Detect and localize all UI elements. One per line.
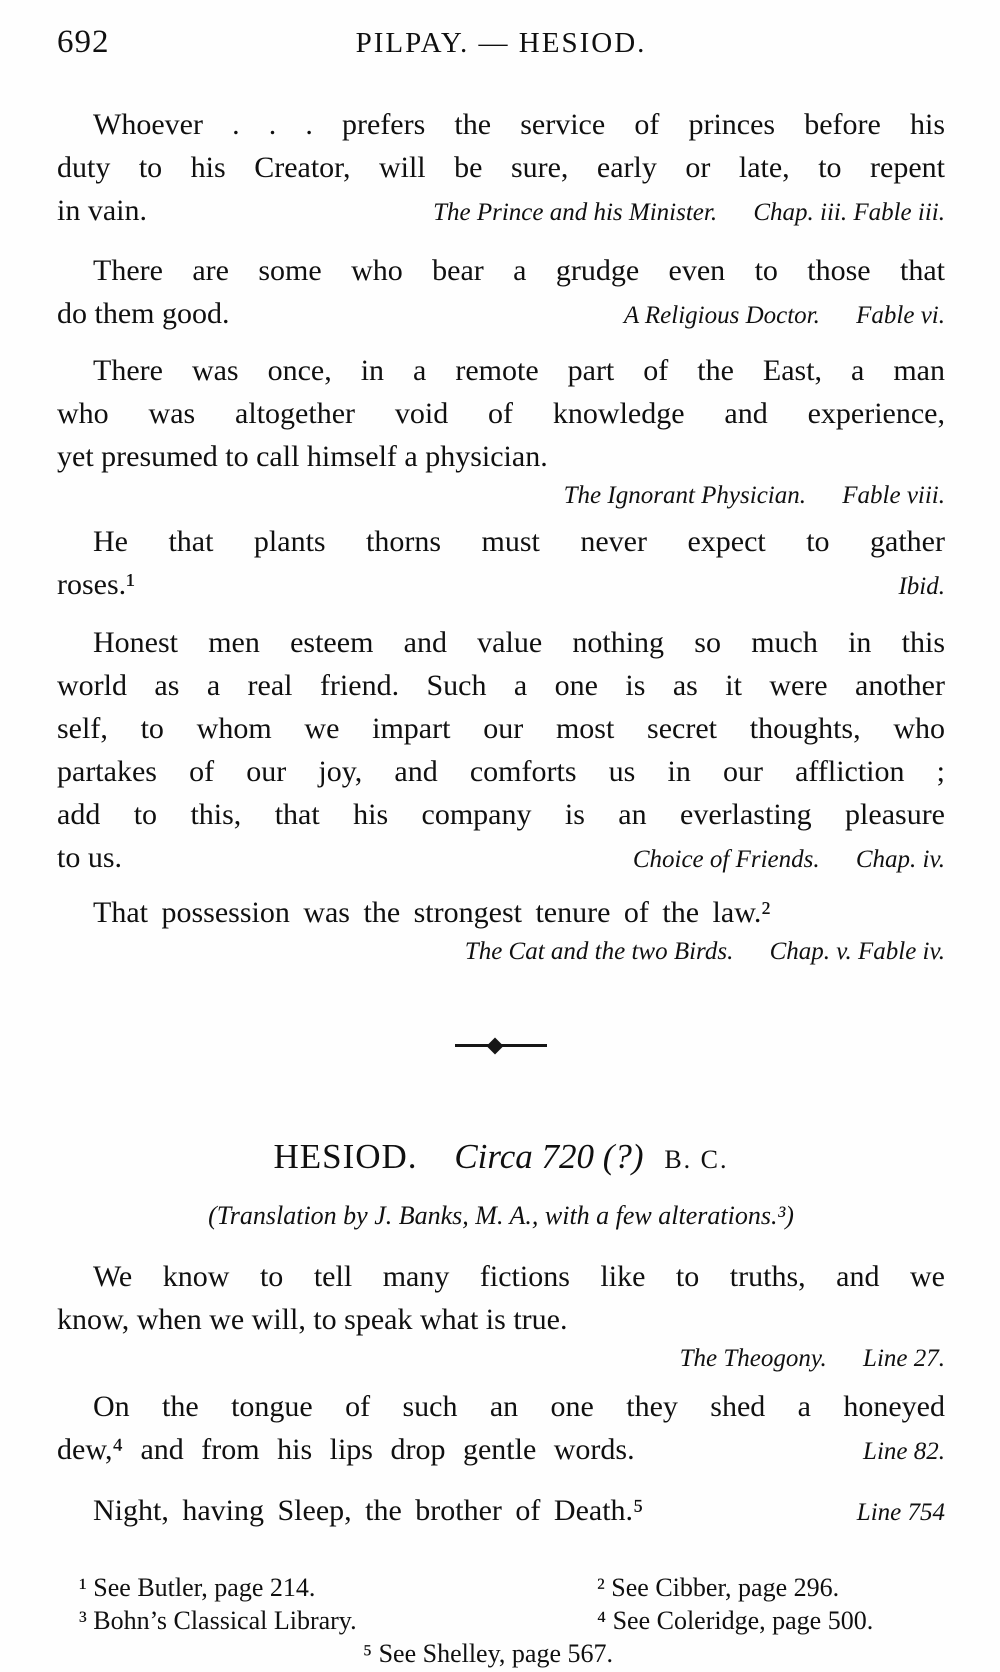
quote-attribution	[57, 478, 945, 514]
quote-line: There are some who bear a grudge even to those that	[93, 254, 945, 287]
page-number: 692	[57, 24, 110, 60]
footnote: ⁵ See Shelley, page 567.	[363, 1639, 613, 1668]
quote-block	[57, 621, 945, 881]
quote-attribution	[857, 1491, 945, 1534]
quote-last-line	[57, 292, 945, 337]
quote-attribution	[633, 838, 945, 881]
attribution-locator: Line 82.	[863, 1438, 945, 1465]
quote-line: partakes of our joy, and comforts us in our affliction ;	[57, 755, 945, 788]
quote-block	[57, 891, 945, 970]
quote-line: He that plants thorns must never expect to gather	[93, 525, 945, 558]
quote-line: There was once, in a remote part of the East, a man	[93, 354, 945, 387]
quote-block	[57, 249, 945, 337]
quote-block	[57, 1255, 945, 1377]
quote-last-line	[57, 435, 945, 478]
footnote-row	[57, 1571, 945, 1604]
quote-block	[57, 103, 945, 234]
section-heading	[57, 1135, 945, 1182]
quote-line: Whoever . . . prefers the service of princes before his	[93, 108, 945, 141]
quote-last-line	[57, 1489, 945, 1534]
quote-tail: in vain.	[57, 194, 147, 227]
quote-attribution	[57, 934, 945, 970]
attribution-locator: Ibid.	[898, 573, 945, 600]
attribution-source: The Cat and the two Birds.	[464, 938, 734, 965]
footnote: ¹ See Butler, page 214.	[79, 1573, 316, 1602]
quote-tail: That possession was the strongest tenure of the law.²	[93, 896, 771, 929]
quote-last-line	[57, 836, 945, 881]
quote-last-line	[57, 1428, 945, 1473]
attribution-source: The Ignorant Physician.	[563, 482, 806, 509]
quote-line: duty to his Creator, will be sure, early or late, to repent	[57, 151, 945, 184]
diamond-rule-divider	[455, 1044, 547, 1047]
attribution-locator: Fable vi.	[856, 302, 945, 329]
quote-line: world as a real friend. Such a one is as it were another	[57, 669, 945, 702]
attribution-source: The Theogony.	[679, 1345, 827, 1372]
attribution-source: The Prince and his Minister.	[433, 199, 718, 226]
attribution-locator: Chap. iv.	[855, 846, 945, 873]
page-header	[57, 0, 945, 66]
footnote: ⁴ See Coleridge, page 500.	[597, 1606, 874, 1635]
attribution-locator: Fable viii.	[842, 482, 945, 509]
attribution-locator: Chap. v. Fable iv.	[769, 938, 945, 965]
quote-line: On the tongue of such an one they shed a honeyed	[93, 1390, 945, 1423]
quote-tail: roses.¹	[57, 568, 136, 601]
quote-last-line	[57, 1298, 945, 1341]
quote-last-line	[57, 563, 945, 608]
quote-line: We know to tell many fictions like to truths, and we	[93, 1260, 945, 1293]
attribution-locator: Chap. iii. Fable iii.	[753, 199, 945, 226]
quote-tail: do them good.	[57, 297, 230, 330]
translation-note: (Translation by J. Banks, M. A., with a few alterations.³)	[208, 1201, 794, 1230]
quote-line: self, to whom we impart our most secret thoughts, who	[57, 712, 945, 745]
quote-tail: know, when we will, to speak what is true.	[57, 1303, 568, 1336]
quote-last-line	[57, 891, 945, 934]
quote-line: who was altogether void of knowledge and experience,	[57, 397, 945, 430]
quote-tail: Night, having Sleep, the brother of Death.⁵	[93, 1494, 644, 1527]
quote-block	[57, 1489, 945, 1534]
attribution-locator: Line 27.	[863, 1345, 945, 1372]
author-name: HESIOD.	[273, 1137, 418, 1176]
attribution-source: A Religious Doctor.	[623, 302, 820, 329]
era-label: B. C.	[664, 1145, 729, 1174]
footnote: ² See Cibber, page 296.	[597, 1573, 840, 1602]
quote-tail: dew,⁴ and from his lips drop gentle words.	[57, 1433, 635, 1466]
footnotes	[57, 1571, 945, 1670]
quote-last-line	[57, 189, 945, 234]
quote-attribution	[863, 1430, 945, 1473]
quote-block	[57, 349, 945, 514]
quote-attribution	[57, 1341, 945, 1377]
quote-attribution	[624, 294, 945, 337]
attribution-source: Choice of Friends.	[632, 846, 820, 873]
author-date: Circa 720 (?)	[454, 1137, 644, 1176]
running-title: PILPAY. — HESIOD.	[355, 27, 647, 59]
quote-attribution	[433, 191, 945, 234]
quote-attribution	[898, 565, 945, 608]
attribution-locator: Line 754	[856, 1499, 945, 1526]
footnote: ³ Bohn’s Classical Library.	[79, 1606, 357, 1635]
quote-block	[57, 520, 945, 608]
quote-line: Honest men esteem and value nothing so much in this	[93, 626, 945, 659]
quote-line: add to this, that his company is an everlasting pleasure	[57, 798, 945, 831]
footnote-row	[57, 1604, 945, 1637]
quote-tail: to us.	[57, 841, 123, 874]
quote-tail: yet presumed to call himself a physician.	[57, 440, 548, 473]
quote-block	[57, 1385, 945, 1473]
